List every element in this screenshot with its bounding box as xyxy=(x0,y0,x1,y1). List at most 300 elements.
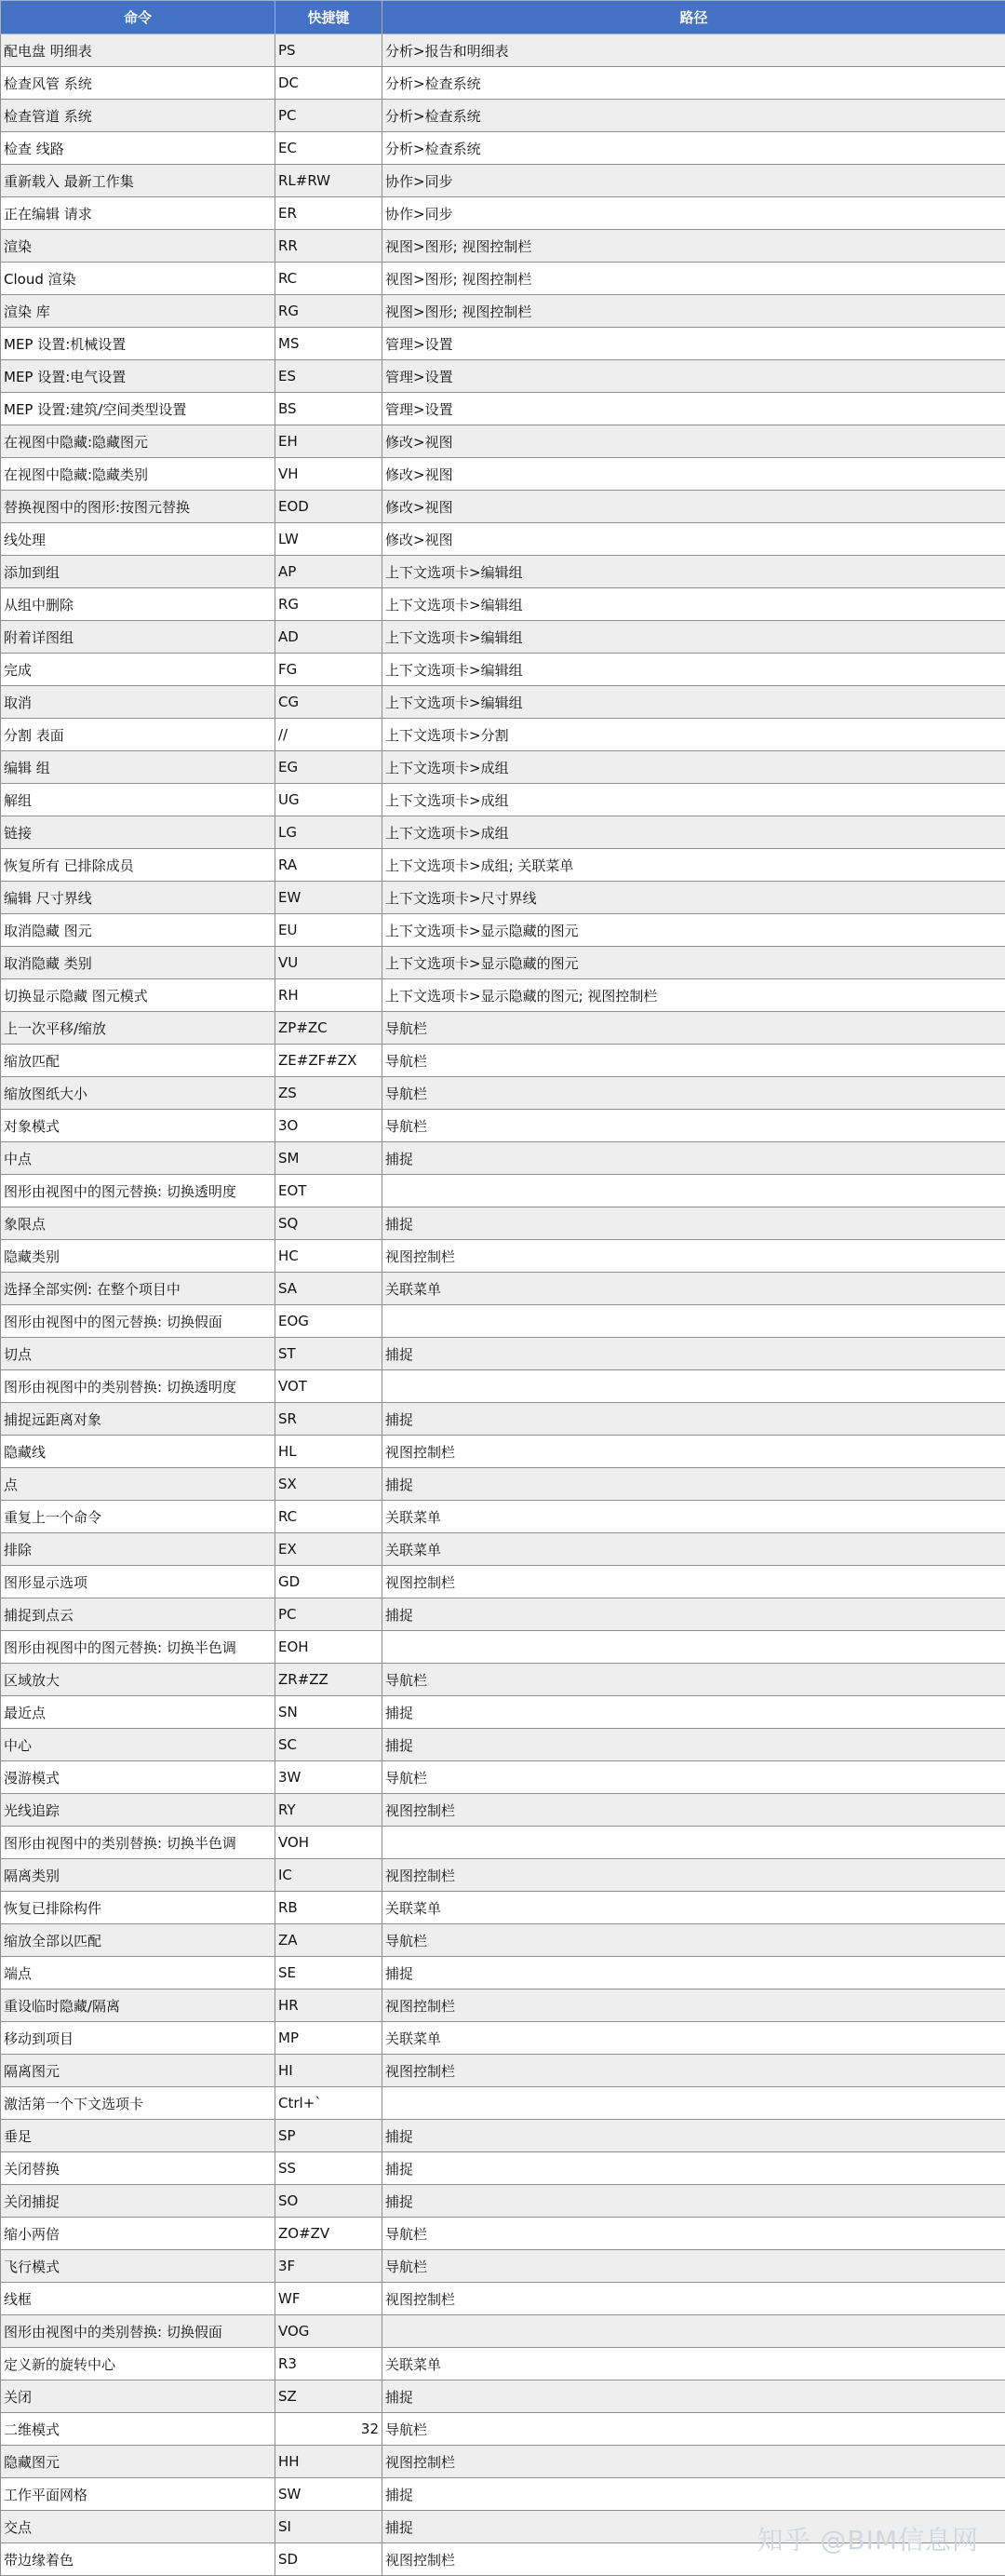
command-cell: 关闭 xyxy=(1,2380,275,2413)
path-cell: 视图>图形; 视图控制栏 xyxy=(382,295,1005,328)
path-cell: 导航栏 xyxy=(382,2218,1005,2250)
table-row xyxy=(1,2446,1005,2478)
table-row xyxy=(1,67,1005,100)
shortcut-cell: // xyxy=(275,719,382,751)
shortcut-cell: EOG xyxy=(275,1305,382,1338)
table-row xyxy=(1,2250,1005,2283)
command-cell: 图形由视图中的类别替换: 切换半色调 xyxy=(1,1827,275,1859)
path-cell: 修改>视图 xyxy=(382,458,1005,491)
path-cell: 捕捉 xyxy=(382,1696,1005,1729)
shortcut-cell: RB xyxy=(275,1892,382,1924)
path-cell: 视图控制栏 xyxy=(382,1436,1005,1468)
shortcut-cell: PS xyxy=(275,34,382,67)
command-cell: 中心 xyxy=(1,1729,275,1761)
table-row xyxy=(1,2478,1005,2511)
table-row xyxy=(1,2218,1005,2250)
table-row xyxy=(1,1012,1005,1045)
shortcut-cell: VOG xyxy=(275,2315,382,2348)
shortcut-cell: RL#RW xyxy=(275,165,382,197)
command-cell: 垂足 xyxy=(1,2120,275,2152)
shortcut-cell: PC xyxy=(275,100,382,132)
table-row xyxy=(1,1598,1005,1631)
command-cell: 带边缘着色 xyxy=(1,2543,275,2576)
command-cell: 添加到组 xyxy=(1,556,275,588)
command-cell: 上一次平移/缩放 xyxy=(1,1012,275,1045)
shortcut-cell: SX xyxy=(275,1468,382,1501)
path-cell: 上下文选项卡>成组 xyxy=(382,784,1005,816)
table-row xyxy=(1,2087,1005,2120)
command-cell: 编辑 组 xyxy=(1,751,275,784)
shortcut-cell: SZ xyxy=(275,2380,382,2413)
path-cell: 捕捉 xyxy=(382,1338,1005,1370)
command-cell: 从组中删除 xyxy=(1,588,275,621)
path-cell: 视图控制栏 xyxy=(382,1566,1005,1598)
command-cell: 交点 xyxy=(1,2511,275,2543)
command-cell: 点 xyxy=(1,1468,275,1501)
shortcut-cell: SS xyxy=(275,2152,382,2185)
table-row xyxy=(1,34,1005,67)
path-cell: 视图控制栏 xyxy=(382,1859,1005,1892)
path-cell: 上下文选项卡>编辑组 xyxy=(382,588,1005,621)
path-cell: 捕捉 xyxy=(382,1142,1005,1175)
shortcut-cell: SD xyxy=(275,2543,382,2576)
shortcut-cell: RY xyxy=(275,1794,382,1827)
command-cell: 检查 线路 xyxy=(1,132,275,165)
command-cell: 激活第一个下文选项卡 xyxy=(1,2087,275,2120)
path-cell: 上下文选项卡>显示隐藏的图元; 视图控制栏 xyxy=(382,979,1005,1012)
shortcut-cell: RC xyxy=(275,263,382,295)
table-row xyxy=(1,1370,1005,1403)
command-cell: 端点 xyxy=(1,1957,275,1989)
shortcut-cell: RG xyxy=(275,295,382,328)
header-row xyxy=(1,1,1005,34)
path-cell xyxy=(382,1631,1005,1664)
command-cell: 完成 xyxy=(1,654,275,686)
path-cell: 上下文选项卡>尺寸界线 xyxy=(382,882,1005,914)
shortcut-cell: EW xyxy=(275,882,382,914)
shortcut-cell: EX xyxy=(275,1533,382,1566)
table-row xyxy=(1,393,1005,425)
table-row xyxy=(1,2185,1005,2218)
command-cell: 图形由视图中的图元替换: 切换半色调 xyxy=(1,1631,275,1664)
shortcut-cell: EOH xyxy=(275,1631,382,1664)
path-cell: 修改>视图 xyxy=(382,491,1005,523)
shortcut-cell: DC xyxy=(275,67,382,100)
path-cell: 捕捉 xyxy=(382,1957,1005,1989)
table-row xyxy=(1,2348,1005,2380)
path-cell: 捕捉 xyxy=(382,2380,1005,2413)
table-row xyxy=(1,1175,1005,1207)
shortcut-cell: HH xyxy=(275,2446,382,2478)
table-row xyxy=(1,1468,1005,1501)
path-cell: 上下文选项卡>编辑组 xyxy=(382,556,1005,588)
command-cell: 在视图中隐藏:隐藏图元 xyxy=(1,425,275,458)
shortcut-cell: SN xyxy=(275,1696,382,1729)
path-cell: 导航栏 xyxy=(382,1664,1005,1696)
table-row xyxy=(1,328,1005,360)
table-row xyxy=(1,849,1005,882)
command-cell: 移动到项目 xyxy=(1,2022,275,2055)
path-cell: 导航栏 xyxy=(382,2250,1005,2283)
table-row xyxy=(1,1338,1005,1370)
shortcut-cell: IC xyxy=(275,1859,382,1892)
path-cell xyxy=(382,1370,1005,1403)
table-row xyxy=(1,1631,1005,1664)
command-cell: 线框 xyxy=(1,2283,275,2315)
command-cell: 区域放大 xyxy=(1,1664,275,1696)
shortcut-cell: VU xyxy=(275,947,382,979)
table-row xyxy=(1,1273,1005,1305)
command-cell: 解组 xyxy=(1,784,275,816)
shortcut-cell: GD xyxy=(275,1566,382,1598)
shortcut-cell: 3F xyxy=(275,2250,382,2283)
path-cell: 视图>图形; 视图控制栏 xyxy=(382,263,1005,295)
command-cell: 切换显示隐藏 图元模式 xyxy=(1,979,275,1012)
table-row xyxy=(1,1045,1005,1077)
command-cell: 图形由视图中的图元替换: 切换假面 xyxy=(1,1305,275,1338)
path-cell: 上下文选项卡>成组; 关联菜单 xyxy=(382,849,1005,882)
table-row xyxy=(1,882,1005,914)
path-cell: 关联菜单 xyxy=(382,2022,1005,2055)
table-row xyxy=(1,263,1005,295)
shortcut-cell: ZR#ZZ xyxy=(275,1664,382,1696)
command-cell: 隐藏类别 xyxy=(1,1240,275,1273)
command-cell: 象限点 xyxy=(1,1207,275,1240)
table-row xyxy=(1,523,1005,556)
command-cell: 取消隐藏 类别 xyxy=(1,947,275,979)
path-cell: 捕捉 xyxy=(382,1207,1005,1240)
shortcut-cell: R3 xyxy=(275,2348,382,2380)
shortcut-cell: SC xyxy=(275,1729,382,1761)
header-shortcut: 快捷键 xyxy=(275,1,382,34)
table-row xyxy=(1,1436,1005,1468)
shortcut-cell: SA xyxy=(275,1273,382,1305)
shortcut-cell: EC xyxy=(275,132,382,165)
command-cell: 图形由视图中的类别替换: 切换透明度 xyxy=(1,1370,275,1403)
shortcut-cell: FG xyxy=(275,654,382,686)
table-row xyxy=(1,686,1005,719)
shortcut-cell: SI xyxy=(275,2511,382,2543)
command-cell: 恢复已排除构件 xyxy=(1,1892,275,1924)
table-row xyxy=(1,654,1005,686)
table-row xyxy=(1,295,1005,328)
path-cell: 导航栏 xyxy=(382,1077,1005,1110)
shortcut-cell: SP xyxy=(275,2120,382,2152)
command-cell: 捕捉远距离对象 xyxy=(1,1403,275,1436)
shortcut-cell: HC xyxy=(275,1240,382,1273)
table-row xyxy=(1,1566,1005,1598)
command-cell: 关闭替换 xyxy=(1,2152,275,2185)
table-row xyxy=(1,719,1005,751)
path-cell: 关联菜单 xyxy=(382,1533,1005,1566)
table-row xyxy=(1,621,1005,654)
path-cell: 视图控制栏 xyxy=(382,2543,1005,2576)
table-row xyxy=(1,491,1005,523)
shortcut-cell: EH xyxy=(275,425,382,458)
command-cell: 缩小两倍 xyxy=(1,2218,275,2250)
command-cell: 取消隐藏 图元 xyxy=(1,914,275,947)
path-cell: 捕捉 xyxy=(382,1468,1005,1501)
shortcut-cell: SQ xyxy=(275,1207,382,1240)
table-row xyxy=(1,947,1005,979)
path-cell: 修改>视图 xyxy=(382,523,1005,556)
table-row xyxy=(1,197,1005,230)
command-cell: 附着详图组 xyxy=(1,621,275,654)
table-row xyxy=(1,1142,1005,1175)
shortcut-cell: HR xyxy=(275,1989,382,2022)
command-cell: 隐藏线 xyxy=(1,1436,275,1468)
path-cell: 上下文选项卡>分割 xyxy=(382,719,1005,751)
command-cell: 切点 xyxy=(1,1338,275,1370)
table-row xyxy=(1,2380,1005,2413)
header-command: 命令 xyxy=(1,1,275,34)
table-row xyxy=(1,2315,1005,2348)
path-cell: 捕捉 xyxy=(382,2478,1005,2511)
command-cell: 定义新的旋转中心 xyxy=(1,2348,275,2380)
table-row xyxy=(1,2152,1005,2185)
command-cell: 隔离图元 xyxy=(1,2055,275,2087)
shortcut-cell: HI xyxy=(275,2055,382,2087)
shortcut-cell: CG xyxy=(275,686,382,719)
command-cell: 图形由视图中的类别替换: 切换假面 xyxy=(1,2315,275,2348)
command-cell: 分割 表面 xyxy=(1,719,275,751)
command-cell: 中点 xyxy=(1,1142,275,1175)
shortcut-cell: SM xyxy=(275,1142,382,1175)
shortcut-cell: LG xyxy=(275,816,382,849)
table-row xyxy=(1,360,1005,393)
path-cell: 视图控制栏 xyxy=(382,2055,1005,2087)
table-row xyxy=(1,1761,1005,1794)
shortcut-cell: RC xyxy=(275,1501,382,1533)
shortcut-cell: AD xyxy=(275,621,382,654)
command-cell: MEP 设置:建筑/空间类型设置 xyxy=(1,393,275,425)
table-row xyxy=(1,100,1005,132)
shortcut-cell: EG xyxy=(275,751,382,784)
shortcut-cell: 32 xyxy=(275,2413,382,2446)
command-cell: 取消 xyxy=(1,686,275,719)
shortcut-cell: HL xyxy=(275,1436,382,1468)
shortcut-cell: VOH xyxy=(275,1827,382,1859)
table-row xyxy=(1,1533,1005,1566)
watermark: 知乎 @BIM信息网 xyxy=(757,2520,979,2557)
table-row xyxy=(1,1924,1005,1957)
table-row xyxy=(1,230,1005,263)
table-row xyxy=(1,1957,1005,1989)
command-cell: 检查风管 系统 xyxy=(1,67,275,100)
shortcut-cell: RA xyxy=(275,849,382,882)
shortcut-cell: UG xyxy=(275,784,382,816)
table-row xyxy=(1,425,1005,458)
path-cell xyxy=(382,1175,1005,1207)
command-cell: 编辑 尺寸界线 xyxy=(1,882,275,914)
path-cell: 上下文选项卡>显示隐藏的图元 xyxy=(382,947,1005,979)
shortcut-cell: SO xyxy=(275,2185,382,2218)
path-cell: 分析>检查系统 xyxy=(382,100,1005,132)
command-cell: 图形由视图中的图元替换: 切换透明度 xyxy=(1,1175,275,1207)
path-cell: 上下文选项卡>编辑组 xyxy=(382,654,1005,686)
shortcut-cell: ZA xyxy=(275,1924,382,1957)
command-cell: 配电盘 明细表 xyxy=(1,34,275,67)
shortcut-cell: VOT xyxy=(275,1370,382,1403)
command-cell: 缩放匹配 xyxy=(1,1045,275,1077)
command-cell: 关闭捕捉 xyxy=(1,2185,275,2218)
table-row xyxy=(1,979,1005,1012)
path-cell: 管理>设置 xyxy=(382,328,1005,360)
command-cell: 工作平面网格 xyxy=(1,2478,275,2511)
path-cell: 上下文选项卡>编辑组 xyxy=(382,686,1005,719)
shortcut-cell: SR xyxy=(275,1403,382,1436)
path-cell: 导航栏 xyxy=(382,1924,1005,1957)
table-row xyxy=(1,165,1005,197)
table-row xyxy=(1,2120,1005,2152)
shortcut-cell: Ctrl+` xyxy=(275,2087,382,2120)
table-row xyxy=(1,1305,1005,1338)
shortcut-cell: PC xyxy=(275,1598,382,1631)
table-row xyxy=(1,1240,1005,1273)
shortcut-cell: ZS xyxy=(275,1077,382,1110)
path-cell: 管理>设置 xyxy=(382,393,1005,425)
path-cell: 分析>检查系统 xyxy=(382,67,1005,100)
command-cell: 渲染 xyxy=(1,230,275,263)
path-cell: 捕捉 xyxy=(382,2185,1005,2218)
command-cell: 隔离类别 xyxy=(1,1859,275,1892)
path-cell: 上下文选项卡>显示隐藏的图元 xyxy=(382,914,1005,947)
command-cell: 重设临时隐藏/隔离 xyxy=(1,1989,275,2022)
table-row xyxy=(1,784,1005,816)
command-cell: 在视图中隐藏:隐藏类别 xyxy=(1,458,275,491)
table-row xyxy=(1,816,1005,849)
path-cell: 协作>同步 xyxy=(382,165,1005,197)
command-cell: 二维模式 xyxy=(1,2413,275,2446)
shortcut-cell: MS xyxy=(275,328,382,360)
command-cell: 漫游模式 xyxy=(1,1761,275,1794)
shortcut-cell: 3O xyxy=(275,1110,382,1142)
command-cell: 线处理 xyxy=(1,523,275,556)
shortcut-cell: EU xyxy=(275,914,382,947)
header-path: 路径 xyxy=(382,1,1005,34)
shortcut-cell: RG xyxy=(275,588,382,621)
command-cell: 飞行模式 xyxy=(1,2250,275,2283)
command-cell: 缩放全部以匹配 xyxy=(1,1924,275,1957)
shortcut-cell: EOD xyxy=(275,491,382,523)
table-row xyxy=(1,1110,1005,1142)
path-cell: 导航栏 xyxy=(382,1761,1005,1794)
command-cell: 检查管道 系统 xyxy=(1,100,275,132)
table-row xyxy=(1,1827,1005,1859)
table-row xyxy=(1,1696,1005,1729)
path-cell: 导航栏 xyxy=(382,2413,1005,2446)
command-cell: 替换视图中的图形:按图元替换 xyxy=(1,491,275,523)
table-row xyxy=(1,1989,1005,2022)
path-cell: 上下文选项卡>编辑组 xyxy=(382,621,1005,654)
shortcut-cell: EOT xyxy=(275,1175,382,1207)
path-cell: 视图控制栏 xyxy=(382,2283,1005,2315)
table-row xyxy=(1,1664,1005,1696)
table-row xyxy=(1,2413,1005,2446)
shortcut-cell: SW xyxy=(275,2478,382,2511)
shortcut-cell: VH xyxy=(275,458,382,491)
table-row xyxy=(1,588,1005,621)
shortcut-cell: 3W xyxy=(275,1761,382,1794)
shortcut-cell: BS xyxy=(275,393,382,425)
command-cell: Cloud 渲染 xyxy=(1,263,275,295)
path-cell: 分析>报告和明细表 xyxy=(382,34,1005,67)
table-row xyxy=(1,2022,1005,2055)
table-row xyxy=(1,2055,1005,2087)
path-cell: 捕捉 xyxy=(382,2120,1005,2152)
table-row xyxy=(1,1207,1005,1240)
command-cell: 隐藏图元 xyxy=(1,2446,275,2478)
table-row xyxy=(1,1892,1005,1924)
shortcut-cell: WF xyxy=(275,2283,382,2315)
shortcut-cell: ST xyxy=(275,1338,382,1370)
path-cell: 捕捉 xyxy=(382,2511,1005,2543)
table-row xyxy=(1,1077,1005,1110)
table-row xyxy=(1,1403,1005,1436)
path-cell: 导航栏 xyxy=(382,1012,1005,1045)
path-cell: 捕捉 xyxy=(382,2152,1005,2185)
path-cell: 关联菜单 xyxy=(382,1273,1005,1305)
path-cell: 视图控制栏 xyxy=(382,2446,1005,2478)
command-cell: 缩放图纸大小 xyxy=(1,1077,275,1110)
path-cell: 导航栏 xyxy=(382,1110,1005,1142)
command-cell: 图形显示选项 xyxy=(1,1566,275,1598)
shortcut-cell: AP xyxy=(275,556,382,588)
path-cell: 协作>同步 xyxy=(382,197,1005,230)
shortcut-cell: ER xyxy=(275,197,382,230)
shortcut-cell: RH xyxy=(275,979,382,1012)
command-cell: 正在编辑 请求 xyxy=(1,197,275,230)
command-cell: 光线追踪 xyxy=(1,1794,275,1827)
shortcut-cell: MP xyxy=(275,2022,382,2055)
shortcut-cell: RR xyxy=(275,230,382,263)
table-row xyxy=(1,2283,1005,2315)
path-cell: 管理>设置 xyxy=(382,360,1005,393)
path-cell: 上下文选项卡>成组 xyxy=(382,816,1005,849)
command-cell: 捕捉到点云 xyxy=(1,1598,275,1631)
table-row xyxy=(1,132,1005,165)
shortcut-cell: ES xyxy=(275,360,382,393)
path-cell: 捕捉 xyxy=(382,1729,1005,1761)
path-cell: 关联菜单 xyxy=(382,1892,1005,1924)
path-cell xyxy=(382,2087,1005,2120)
command-cell: 选择全部实例: 在整个项目中 xyxy=(1,1273,275,1305)
shortcut-cell: ZP#ZC xyxy=(275,1012,382,1045)
path-cell xyxy=(382,1827,1005,1859)
command-cell: 渲染 库 xyxy=(1,295,275,328)
command-cell: 重复上一个命令 xyxy=(1,1501,275,1533)
path-cell: 关联菜单 xyxy=(382,2348,1005,2380)
command-cell: MEP 设置:机械设置 xyxy=(1,328,275,360)
command-cell: 最近点 xyxy=(1,1696,275,1729)
path-cell: 捕捉 xyxy=(382,1403,1005,1436)
path-cell: 分析>检查系统 xyxy=(382,132,1005,165)
path-cell xyxy=(382,1305,1005,1338)
path-cell xyxy=(382,2315,1005,2348)
shortcut-cell: SE xyxy=(275,1957,382,1989)
command-cell: 链接 xyxy=(1,816,275,849)
command-cell: 对象模式 xyxy=(1,1110,275,1142)
table-row xyxy=(1,458,1005,491)
path-cell: 修改>视图 xyxy=(382,425,1005,458)
table-row xyxy=(1,1501,1005,1533)
shortcut-cell: ZE#ZF#ZX xyxy=(275,1045,382,1077)
path-cell: 视图控制栏 xyxy=(382,1989,1005,2022)
path-cell: 视图控制栏 xyxy=(382,1240,1005,1273)
command-cell: 重新载入 最新工作集 xyxy=(1,165,275,197)
table-row xyxy=(1,1729,1005,1761)
table-row xyxy=(1,1794,1005,1827)
